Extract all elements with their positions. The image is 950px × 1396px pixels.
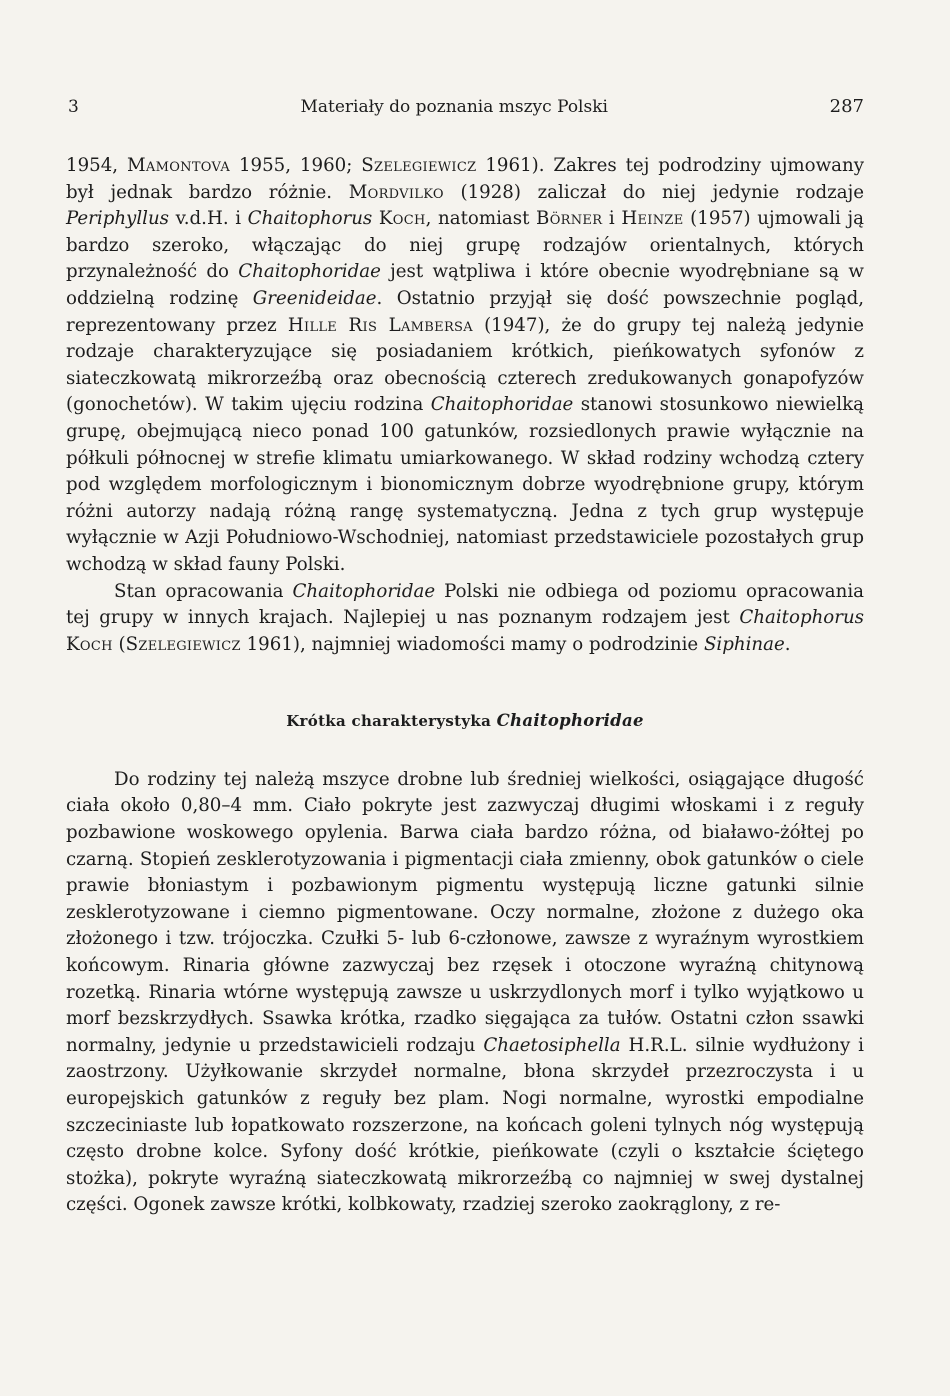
genus-name: Chaitophorus <box>739 607 864 629</box>
author-name: Hille Ris Lambersa <box>287 314 473 336</box>
text-run: stanowi stosunkowo niewielką grupę, obejmującą nieco ponad 100 gatunków, rozsiedlonych prawie wyłącznie na półkuli północnej w strefie klimatu umiarkowanego. W skład rodziny wchodzą cztery pod względem morfologicznym i bionomicznym dobrze wyodrębnione grupy, którym różni autorzy nadają różną rangę systematyczną. Jedna z tych grup występuje wyłącznie w Azji Południowo-Wschodniej, natomiast przedstawiciele pozostałych grup wchodzą w skład fauny Polski. <box>66 394 864 575</box>
author-name: Koch <box>66 633 113 655</box>
running-header <box>66 96 864 117</box>
text-run: (1928) zaliczał do niej jedynie rodzaje <box>443 181 864 203</box>
text-run: 1955, 1960; <box>230 155 362 176</box>
running-title: Materiały do poznania mszyc Polski <box>300 97 608 117</box>
genus-name: Chaitophorus <box>247 208 373 230</box>
genus-name: Periphyllus <box>66 208 170 230</box>
page-number: 287 <box>829 96 864 117</box>
family-name: Chaitophoridae <box>292 580 436 602</box>
author-name: Szelegiewicz <box>361 155 477 176</box>
text-run: (1957) ujmowali ją bardzo szeroko, włączając do niej grupę rodzajów orientalnych, których przynależność do <box>66 208 864 283</box>
text-run: 1954, <box>66 155 127 176</box>
text-run <box>372 208 379 229</box>
text-run: . <box>784 633 791 655</box>
text-run: jest wątpliwa i które obecnie wyodrębniane są w oddzielną rodzinę <box>66 261 864 309</box>
section-heading-text: Krótka charakterystyka <box>286 712 497 731</box>
text-run: . Ostatnio przyjął się dość powszechnie pogląd, reprezentowany przez <box>66 287 864 336</box>
author-name: Mamontova <box>126 155 231 176</box>
subfamily-name: Siphinae <box>703 633 785 655</box>
family-name: Chaitophoridae <box>430 394 574 416</box>
family-name: Greenideidae <box>252 287 377 309</box>
paragraph-1 <box>66 153 864 579</box>
author-name: Börner <box>536 208 603 230</box>
text-run: v.d.H. i <box>169 208 248 230</box>
text-run: ( <box>112 633 126 655</box>
family-name: Chaitophoridae <box>238 261 381 283</box>
text-run: i <box>602 208 622 230</box>
author-name: Heinze <box>621 208 684 230</box>
text-run: , natomiast <box>425 208 537 230</box>
author-name: Szelegiewicz <box>125 633 241 655</box>
section-number: 3 <box>68 97 79 117</box>
body-text <box>66 153 864 1219</box>
text-run: 1961), najmniej wiadomości mamy o podrodzinie <box>240 633 704 655</box>
section-heading-family: Chaitophoridae <box>496 711 644 731</box>
text-run: 1961). Zakres tej podrodziny ujmowany był jednak bardzo różnie. <box>66 155 864 203</box>
text-run: Do rodziny tej należą mszyce drobne lub średniej wielkości, osiągające długość ciała około 0,80–4 mm. Ciało pokryte jest zazwyczaj długimi włoskami i z reguły pozbawione woskowego opylenia. Barwa ciała bardzo różna, od białawo-żółtej po czarną. Stopień zesklerotyzowania i pigmentacji ciała zmienny, obok gatunków o ciele prawie błoniastym i pozbawionym pigmentu występują liczne gatunki silnie zesklerotyzowane i ciemno pigmentowane. Oczy normalne, złożone z dużego oka złożonego i tzw. trójoczka. Czułki 5- lub 6-członowe, zawsze z wyraźnym wyrostkiem końcowym. Rinaria główne zazwyczaj bez rzęsek i otoczone wyraźną chitynową rozetką. Rinaria wtórne występują zawsze u uskrzydlonych morf i tylko wyjątkowo u morf bezskrzydłych. Ssawka krótka, rzadko sięgająca za tułów. Ostatni człon ssawki normalny, jedynie u przedstawicieli rodzaju <box>66 768 864 1056</box>
genus-name: Chaetosiphella <box>483 1034 621 1056</box>
paragraph-2 <box>66 579 864 659</box>
text-run: (1947), że do grupy tej należą jedynie rodzaje charakteryzujące się posiadaniem krótkich, pieńkowatych syfonów z siateczkowatą mikrorzeźbą oraz obecnością czterech zredukowanych gonapofyzów (gonochetów). W takim ujęciu rodzina <box>66 314 864 416</box>
text-run: Polski nie odbiega od poziomu opracowania tej grupy w innych krajach. Najlepiej u nas poznanym rodzajem jest <box>66 580 864 629</box>
author-name: Koch <box>378 208 426 230</box>
text-run: H.R.L. silnie wydłużony i zaostrzony. Użyłkowanie skrzydeł normalne, błona skrzydeł przezroczysta i u europejskich gatunków z reguły bez plam. Nogi normalne, wyrostki empodialne szczeciniaste lub łopatkowato rozszerzone, na końcach goleni tylnych nóg występują często drobne kolce. Syfony dość krótkie, pieńkowate (czyli o kształcie ściętego stożka), pokryte wyraźną siateczkowatą mikrorzeźbą co najmniej w swej dystalnej części. Ogonek zawsze krótki, kolbkowaty, rzadziej szeroko zaokrąglony, z re- <box>66 1034 864 1216</box>
section-heading <box>66 708 864 735</box>
text-run: Stan opracowania <box>114 580 293 602</box>
author-name: Mordvilko <box>348 181 444 203</box>
paragraph-3 <box>66 767 864 1219</box>
